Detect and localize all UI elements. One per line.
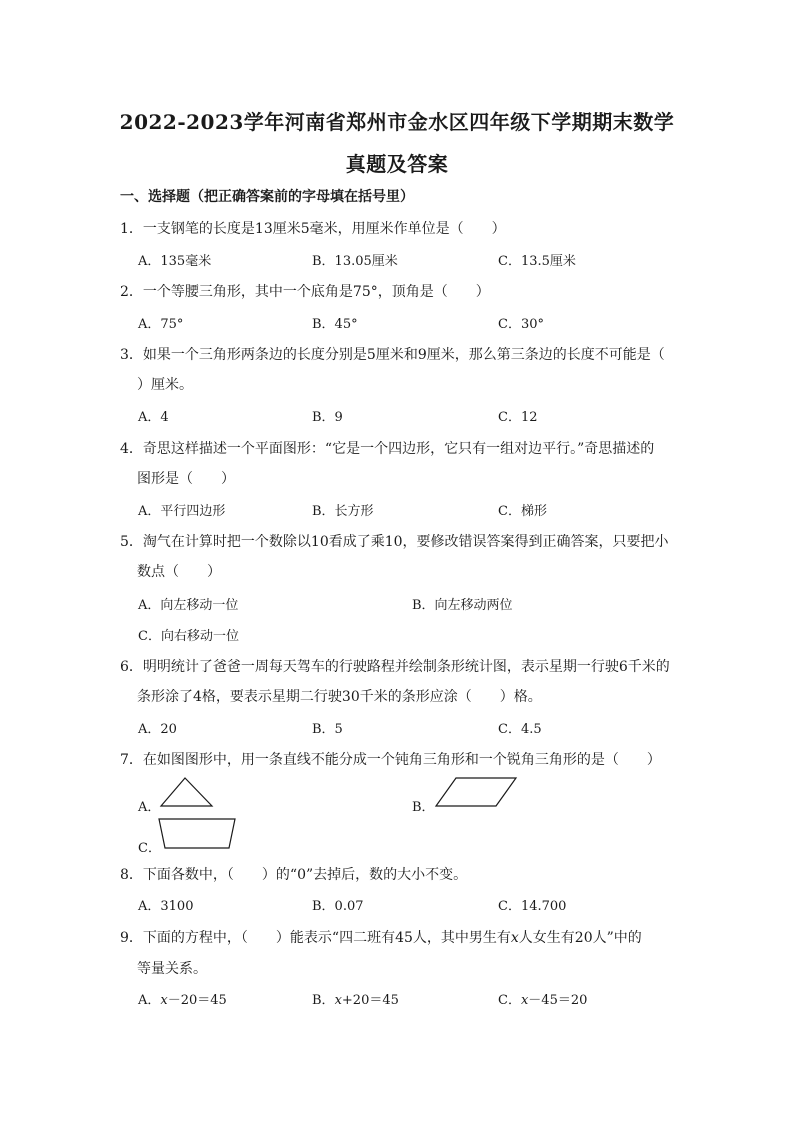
question-9-text-after: 人女生有20人”中的 [518, 930, 642, 946]
q9-option-b [312, 989, 399, 1008]
q9-option-a [138, 989, 227, 1008]
q6-option-c: C．4.5 [498, 722, 542, 737]
q3-option-c: C．12 [498, 410, 538, 425]
exam-title-line-2: 真题及答案 [345, 152, 449, 176]
q5-option-b: B．向左移动两位 [412, 598, 513, 613]
question-3: 3．如果一个三角形两条边的长度分别是5厘米和9厘米，那么第三条边的长度不可能是（ [120, 347, 665, 363]
q9-option-b-variable: x [334, 993, 342, 1008]
q9-option-b-label: B． [312, 993, 335, 1008]
q1-option-a: A．135毫米 [138, 254, 212, 269]
q2-option-c: C．30° [498, 317, 544, 332]
q5-option-a: A．向左移动一位 [138, 598, 239, 613]
triangle-figure [159, 776, 215, 808]
question-7: 7．在如图图形中，用一条直线不能分成一个钝角三角形和一个锐角三角形的是（ ） [120, 752, 661, 768]
question-2: 2．一个等腰三角形，其中一个底角是75°，顶角是（ ） [120, 284, 490, 300]
question-9-continued: 等量关系。 [137, 961, 207, 977]
q9-option-c-rest: －45＝20 [528, 993, 588, 1008]
q2-option-b: B．45° [312, 317, 358, 332]
exam-title-line-1: 2022-2023学年河南省郑州市金水区四年级下学期期末数学 [119, 110, 675, 134]
parallelogram-figure [434, 776, 520, 808]
q3-option-a: A．4 [138, 410, 169, 425]
q4-option-a: A．平行四边形 [138, 504, 226, 519]
q8-option-b: B．0.07 [312, 899, 364, 914]
question-8: 8．下面各数中，（ ）的“0”去掉后，数的大小不变。 [120, 867, 468, 883]
q6-option-a: A．20 [138, 722, 177, 737]
question-4-continued: 图形是（ ） [137, 471, 235, 487]
q1-option-b: B．13.05厘米 [312, 254, 398, 269]
q9-option-b-rest: +20＝45 [341, 993, 399, 1008]
q9-option-c-label: C． [498, 993, 521, 1008]
question-9-variable: x [510, 930, 519, 946]
question-6: 6．明明统计了爸爸一周每天驾车的行驶路程并绘制条形统计图，表示星期一行驶6千米的 [120, 659, 670, 675]
q9-option-a-label: A． [138, 993, 161, 1008]
question-1: 1．一支钢笔的长度是13厘米5毫米，用厘米作单位是（ ） [120, 221, 506, 237]
question-9-text: 9．下面的方程中，（ ）能表示“四二班有45人，其中男生有 [120, 930, 511, 946]
q4-option-c: C．梯形 [498, 504, 547, 519]
question-9 [120, 927, 642, 947]
q9-option-a-variable: x [160, 993, 168, 1008]
q8-option-c: C．14.700 [498, 899, 567, 914]
question-6-continued: 条形涂了4格，要表示星期二行驶30千米的条形应涂（ ）格。 [137, 689, 542, 705]
q2-option-a: A．75° [138, 317, 184, 332]
q8-option-a: A．3100 [138, 899, 194, 914]
section-heading: 一、选择题（把正确答案前的字母填在括号里） [120, 189, 414, 205]
question-5-continued: 数点（ ） [137, 564, 221, 580]
q6-option-b: B．5 [312, 722, 343, 737]
q9-option-c-variable: x [520, 993, 529, 1008]
question-5: 5．淘气在计算时把一个数除以10看成了乘10，要修改错误答案得到正确答案，只要把小 [120, 534, 669, 550]
q5-option-c: C．向右移动一位 [138, 629, 239, 644]
q4-option-b: B．长方形 [312, 504, 374, 519]
q3-option-b: B．9 [312, 410, 343, 425]
q7-option-a: A． [138, 800, 161, 815]
question-3-continued: ）厘米。 [137, 377, 193, 393]
q9-option-c [498, 989, 587, 1008]
q7-option-b: B． [412, 800, 435, 815]
q7-option-c: C． [138, 841, 161, 856]
question-4: 4．奇思这样描述一个平面图形：“它是一个四边形，它只有一组对边平行。”奇思描述的 [120, 441, 655, 457]
q1-option-c: C．13.5厘米 [498, 254, 576, 269]
trapezoid-figure [157, 817, 237, 851]
q9-option-a-rest: －20＝45 [167, 993, 227, 1008]
